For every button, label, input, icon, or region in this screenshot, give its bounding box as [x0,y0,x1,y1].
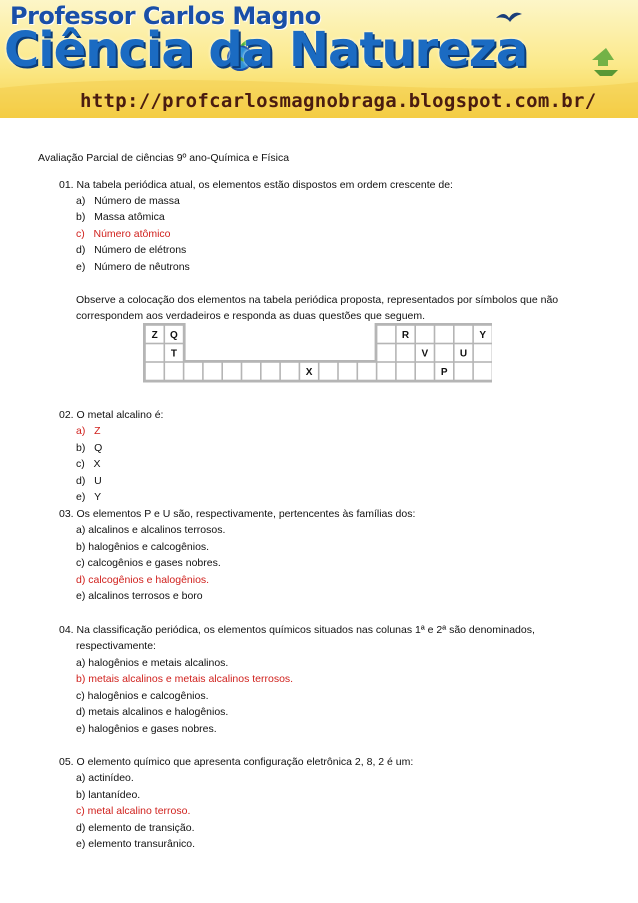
option-item: a) Número de massa [76,195,180,207]
option-item: e) Número de nêutrons [76,261,190,273]
question-5-stem: 05. O elemento químico que apresenta configuração eletrônica 2, 8, 2 é um: [59,756,414,768]
brand-title: Professor Carlos Magno [10,2,321,30]
table-cell [281,363,299,380]
periodic-table-diagram [143,323,492,399]
table-cell [242,363,260,380]
option-item: c) X [76,458,101,470]
element-symbol-r: R [401,329,410,341]
table-intro-line: Observe a colocação dos elementos na tabela periódica proposta, representados por símbolos que não [76,294,559,306]
option-item-correct: d) calcogênios e halogênios. [76,574,210,586]
table-cell [474,344,492,361]
option-item: b) Massa atômica [76,211,165,223]
option-item: a) alcalinos e alcalinos terrosos. [76,524,226,536]
table-cell [397,344,415,361]
table-cell [262,363,280,380]
option-item-correct: b) metais alcalinos e metais alcalinos terrosos. [76,673,294,685]
table-cell [377,363,395,380]
option-item: a) actinídeo. [76,772,134,784]
element-symbol-q: Q [170,329,178,341]
table-cell [416,363,434,380]
option-item: b) halogênios e calcogênios. [76,541,210,553]
question-4-stem-continued: respectivamente: [76,640,156,652]
option-item: c) calcogênios e gases nobres. [76,557,221,569]
question-3-stem: 03. Os elementos P e U são, respectivamente, pertencentes às famílias dos: [59,508,416,520]
element-symbol-v: V [421,348,429,360]
table-cell [320,363,338,380]
option-item: b) lantanídeo. [76,789,141,801]
table-cell [204,363,222,380]
table-cell [435,326,453,343]
table-cell [184,363,202,380]
option-item: d) U [76,475,102,487]
option-item: e) halogênios e gases nobres. [76,723,217,735]
document-header: Avaliação Parcial de ciências 9º ano-Química e Física [38,152,290,164]
option-item: b) Q [76,442,103,454]
element-symbol-x: X [305,366,313,378]
option-item-correct: c) metal alcalino terroso. [76,805,191,817]
table-cell [223,363,241,380]
table-cell [435,344,453,361]
question-1-stem: 01. Na tabela periódica atual, os elementos estão dispostos em ordem crescente de: [59,179,453,191]
element-symbol-y: Y [479,329,487,341]
table-cell [165,363,183,380]
question-2-stem: 02. O metal alcalino é: [59,409,164,421]
table-cell [339,363,357,380]
table-cell [455,363,473,380]
table-cell [397,363,415,380]
question-4-stem: 04. Na classificação periódica, os elementos químicos situados nas colunas 1ª e 2ª são denominados, [59,624,535,636]
option-item: d) metais alcalinos e halogênios. [76,706,229,718]
table-cell [474,363,492,380]
option-item: d) Número de elétrons [76,244,187,256]
option-item-correct: a) Z [76,425,101,437]
table-cell [146,344,164,361]
table-intro-line: correspondem aos verdadeiros e responda as duas questões que seguem. [76,310,426,322]
option-item: e) Y [76,491,102,503]
table-cell [416,326,434,343]
option-item: e) elemento transurânico. [76,838,196,850]
blog-url[interactable]: http://profcarlosmagnobraga.blogspot.com.br/ [80,90,597,112]
element-symbol-z: Z [151,329,158,341]
option-item: a) halogênios e metais alcalinos. [76,657,229,669]
element-symbol-u: U [459,348,468,360]
table-cell [455,326,473,343]
table-cell [146,363,164,380]
option-item-correct: c) Número atômico [76,228,171,240]
element-symbol-t: T [170,348,178,360]
logo-text: Ciência da Natureza [4,22,528,78]
option-item: d) elemento de transição. [76,822,195,834]
table-cell [377,344,395,361]
element-symbol-p: P [440,366,448,378]
option-item: e) alcalinos terrosos e boro [76,590,203,602]
table-cell [377,326,395,343]
option-item: c) halogênios e calcogênios. [76,690,209,702]
table-cell [358,363,376,380]
